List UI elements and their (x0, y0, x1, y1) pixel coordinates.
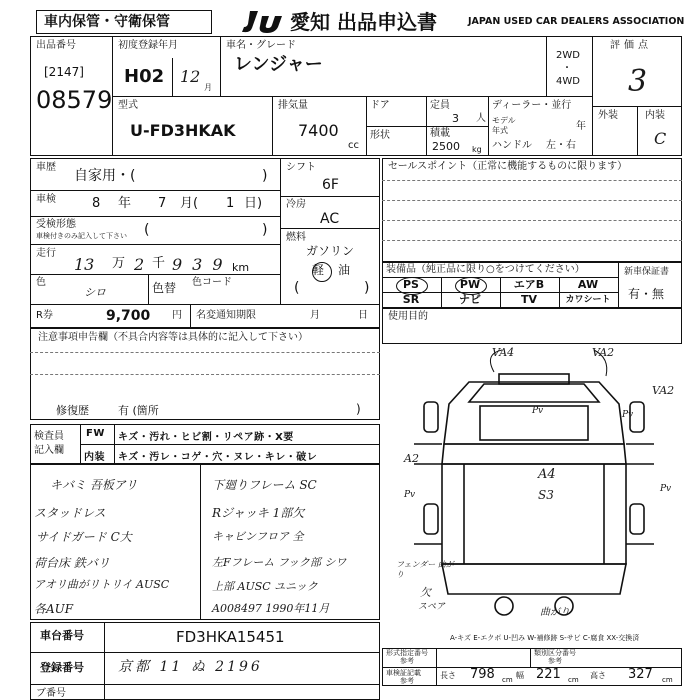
capacity-label: 定員 (430, 100, 450, 111)
mileage-sen: 千 (152, 256, 166, 271)
color-code-label: 色コード (192, 277, 232, 288)
note-right-3: 左Fフレーム フック部 シワ (212, 556, 347, 569)
insp-day: 1 (226, 196, 235, 211)
org-english: JAPAN USED CAR DEALERS ASSOCIATION (468, 16, 685, 27)
car-name: レンジャー (234, 54, 323, 75)
insp-day-unit: 日) (244, 196, 263, 211)
usage-label: 使用目的 (388, 311, 428, 322)
r-ticket-unit: 円 (172, 310, 182, 321)
form-label: 形式指定番号 (386, 649, 428, 657)
width-value: 221 (536, 667, 561, 682)
mark-fender: フェンダー 曲がり (396, 560, 454, 579)
length-unit: cm (502, 676, 513, 684)
load-value: 2500 (432, 140, 460, 153)
length-label: 長さ (440, 671, 456, 680)
note-right-5: A008497 1990年11月 (212, 602, 330, 615)
capacity-value: 3 (452, 112, 459, 125)
mark-bent: 曲がり (540, 607, 570, 618)
class-ref: 参考 (548, 657, 562, 665)
inspection-label: 車検 (36, 194, 56, 205)
shift-label: シフト (286, 162, 316, 173)
ju-logo-icon (240, 8, 286, 34)
car-name-label: 車名・グレード (226, 40, 296, 51)
history-label: 車歴 (36, 162, 56, 173)
cert-ref: 参考 (400, 677, 414, 685)
shift-value: 6F (322, 177, 339, 193)
mark-va2-right: VA2 (652, 384, 675, 397)
mileage-c: 939 (172, 255, 233, 274)
mileage-a: 13 (74, 255, 95, 274)
bottom-label: ブ番号 (36, 688, 66, 699)
displacement-value: 7400 (298, 121, 339, 140)
mileage-man: 万 (112, 256, 126, 271)
mark-spare: スペア (418, 602, 446, 612)
color-change-label: 色替 (152, 281, 177, 295)
inspector-label-2: 記入欄 (34, 445, 64, 456)
repair-label: 修復歴 (56, 404, 89, 417)
first-reg-label: 初度登録年月 (118, 40, 178, 51)
interior-label: 内装 (645, 110, 665, 121)
class-label: 類別区分番号 (534, 649, 576, 657)
inspector-label-1: 検査員 (34, 431, 64, 442)
handle-label: ハンドル (492, 140, 532, 151)
chassis-value: FD3HKA15451 (176, 628, 285, 646)
mileage-unit: km (232, 261, 250, 274)
score-value: 3 (628, 64, 648, 99)
drive-2wd: 2WD (556, 50, 580, 61)
r-ticket-label: R券 (36, 310, 53, 321)
ps-circle (396, 277, 428, 295)
interior-value: C (654, 129, 667, 148)
mark-pv-2: Pv (404, 490, 416, 500)
fuel-paren-close: ) (364, 280, 370, 296)
equip-ps: PS (403, 278, 419, 291)
first-reg-era-year: H02 (124, 66, 165, 87)
color-value: シロ (84, 286, 106, 299)
height-label: 高さ (590, 671, 606, 680)
recycle-paren-close: ) (262, 222, 268, 238)
tax-label: 名変通知期限 (196, 310, 256, 321)
mileage-label: 走行 (36, 248, 56, 259)
note-right-4: 上部 AUSC ユニック (212, 580, 318, 593)
mark-pv-3: Pv (660, 484, 672, 494)
reg-label: 登録番号 (40, 661, 84, 674)
insp-year-unit: 年 (118, 196, 132, 211)
mark-a4: A4 (538, 467, 556, 482)
equip-sr: SR (402, 293, 420, 306)
tax-month: 月 (310, 310, 320, 321)
equip-leather: カワシート (565, 295, 611, 305)
mark-va2-top: VA2 (592, 346, 615, 359)
fuel-diesel: 油 (338, 263, 351, 277)
mark-va4: VA4 (492, 346, 515, 359)
fuel-label: 燃料 (286, 232, 306, 243)
equip-airbag: エアB (513, 278, 545, 291)
insp-month-unit: 月( (180, 196, 199, 211)
equip-aw: AW (577, 278, 599, 291)
damage-legend: A-キズ E-エクボ U-凹み W-補修跡 S-サビ C-腐食 XX-交換済 (450, 634, 640, 642)
mileage-b: 2 (134, 255, 145, 274)
width-label: 幅 (516, 671, 524, 680)
history-close: ) (262, 168, 268, 184)
dealer-label: ディーラー・並行 (492, 100, 572, 111)
model-code: U-FD3HKAK (130, 121, 236, 140)
org-title: 愛知 出品申込書 (290, 10, 437, 34)
length-value: 798 (470, 667, 495, 682)
shape-label: 形状 (370, 130, 390, 141)
chassis-label: 車台番号 (40, 629, 84, 642)
mark-s3: S3 (538, 488, 554, 502)
selling-points-frame (382, 158, 682, 262)
fuel-paren-open: ( (294, 280, 300, 296)
cert-label: 車検証記載 (386, 669, 421, 677)
equip-tv: TV (520, 293, 538, 306)
ju-logo (240, 8, 286, 34)
note-right-0: 下廻りフレーム SC (212, 478, 317, 492)
fuel-light: 軽 (312, 263, 325, 277)
equip-navi: ナビ (459, 293, 481, 306)
capacity-unit: 人 (476, 113, 486, 124)
score-label: 評価点 (610, 40, 652, 51)
color-label: 色 (36, 277, 46, 288)
fuel-value: ガソリン (306, 244, 355, 258)
ac-value: AC (320, 211, 340, 227)
storage-note: 車内保管・守衛保管 (44, 14, 170, 30)
mark-a2: A2 (404, 452, 419, 465)
repair-value: 有 (箇所 (118, 404, 159, 417)
inspector-row2-items: キズ・汚レ・コゲ・穴・ヌレ・キレ・破レ (118, 452, 318, 463)
note-left-1: スタッドレス (34, 506, 106, 520)
repair-close: ) (356, 402, 361, 416)
first-reg-month: 12 (180, 67, 201, 86)
form-ref: 参考 (400, 657, 414, 665)
load-unit: kg (472, 145, 482, 154)
lot-label: 出品番号 (36, 40, 76, 51)
recycle-note: 車検付きのみ記入して下さい (36, 232, 127, 240)
note-left-2: サイドガード C大 (36, 530, 132, 544)
handle-value: 左・右 (546, 140, 576, 151)
width-unit: cm (568, 676, 579, 684)
history-value: 自家用・( (74, 168, 136, 184)
height-value: 327 (628, 667, 653, 682)
selling-points-label: セールスポイント（正常に機能するものに限ります） (388, 161, 628, 172)
inspector-row1-tag: FW (86, 428, 105, 439)
r-ticket-value: 9,700 (106, 308, 151, 324)
height-unit: cm (662, 676, 673, 684)
drive-dot: ・ (562, 63, 572, 74)
first-reg-month-unit: 月 (204, 83, 212, 92)
exterior-label: 外装 (598, 110, 618, 121)
tax-day: 日 (358, 310, 368, 321)
equipment-label: 装備品（純正品に限り○をつけてください） (386, 264, 585, 275)
drive-4wd: 4WD (556, 76, 580, 87)
equip-pw: PW (459, 278, 481, 291)
pw-circle (455, 277, 487, 295)
displacement-label: 排気量 (278, 100, 308, 111)
mark-pv-1: Pv (532, 406, 544, 416)
warranty-value: 有・無 (628, 287, 665, 301)
insp-month: 7 (158, 196, 167, 211)
model-label: 型式 (118, 100, 138, 111)
caution-label: 注意事項申告欄（不具合内容等は具体的に記入して下さい） (38, 332, 308, 343)
inspector-row2-tag: 内装 (84, 452, 105, 463)
mark-missing: 欠 (420, 586, 431, 599)
mark-pv-4: Pv (622, 410, 634, 420)
insp-year: 8 (92, 196, 101, 211)
lot-number: 08579 (36, 86, 113, 114)
warranty-label: 新車保証書 (624, 267, 670, 277)
note-left-5: 各AUF (34, 602, 74, 616)
recycle-label: 受検形態 (36, 219, 76, 230)
reg-value: 京都 11 ぬ 2196 (118, 659, 263, 675)
load-label: 積載 (430, 128, 450, 139)
inspector-row1-items: キズ・汚れ・ヒビ割・リペア跡・X要 (118, 432, 294, 443)
note-left-0: キバミ 吾板アリ (50, 478, 138, 492)
note-right-1: Rジャッキ 1部欠 (212, 506, 305, 520)
recycle-paren-open: ( (144, 222, 150, 238)
displacement-unit: cc (348, 140, 359, 151)
note-left-3: 荷台床 鉄バリ (34, 556, 110, 570)
lot-bracket: [2147] (44, 65, 84, 79)
model-year-unit: 年 (576, 121, 586, 132)
fuel-circle (312, 262, 332, 282)
door-label: ドア (370, 100, 390, 111)
note-right-2: キャビンフロア 全 (212, 530, 304, 543)
model-year-label: モデル年式 (492, 116, 516, 135)
ac-label: 冷房 (286, 199, 306, 210)
note-left-4: アオリ曲がリトリイ AUSC (34, 578, 170, 591)
